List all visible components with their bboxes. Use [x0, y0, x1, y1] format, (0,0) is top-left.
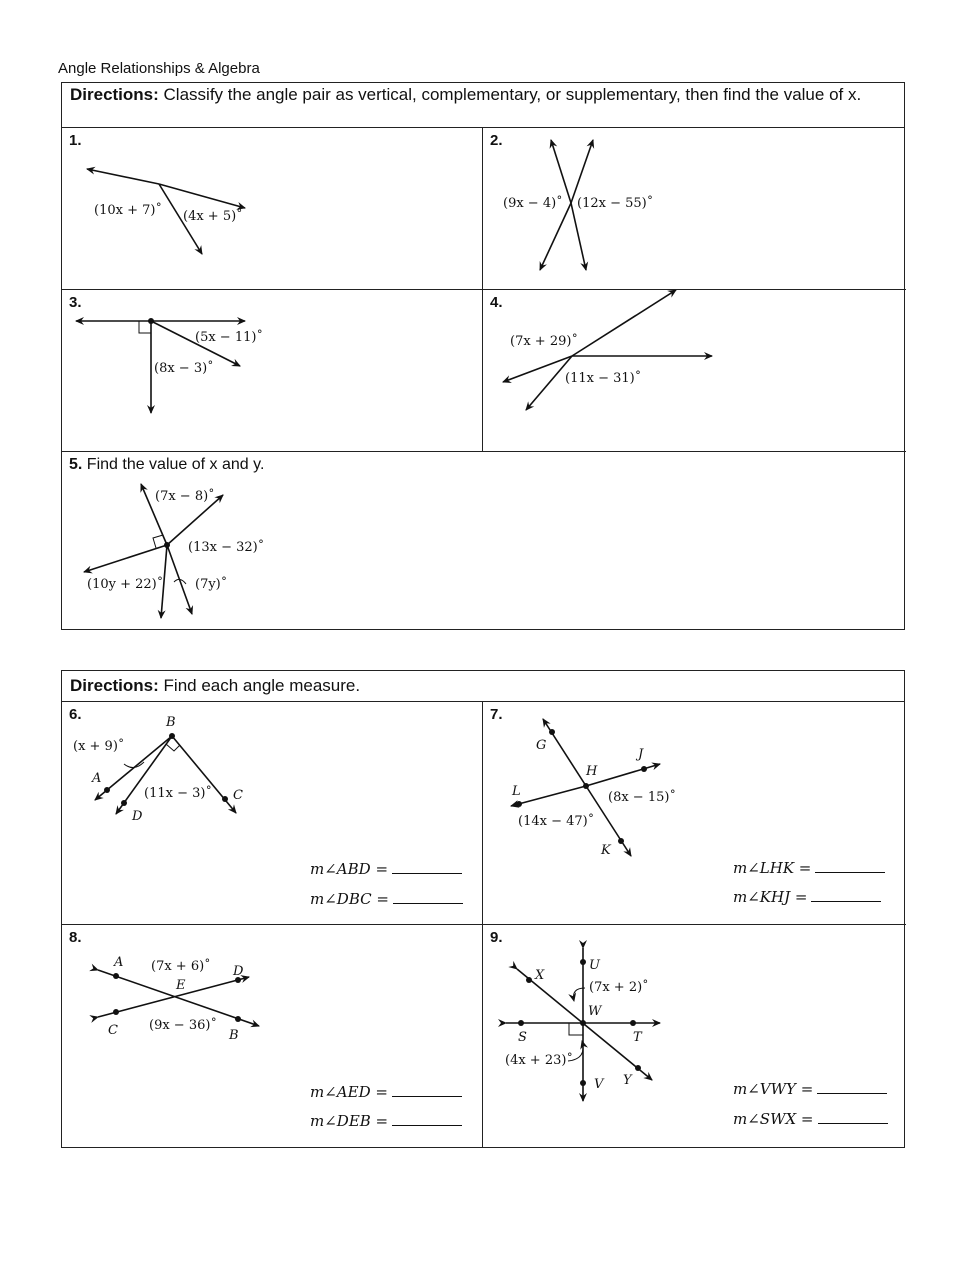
angle-label: (7x + 2)˚	[589, 980, 649, 995]
point-g	[549, 729, 555, 735]
answer-blank[interactable]	[392, 1084, 462, 1097]
angle-label: (4x + 5)˚	[183, 209, 243, 224]
point-label: V	[594, 1077, 604, 1092]
problem-3	[62, 290, 483, 452]
angle-label: (10x + 7)˚	[94, 203, 162, 218]
answer-line[interactable]	[310, 1083, 462, 1101]
problem-1	[62, 128, 483, 290]
problem-number: 4.	[490, 294, 503, 311]
point-label: U	[589, 958, 600, 973]
point-a	[104, 787, 110, 793]
answer-label: m∠ABD =	[310, 860, 389, 878]
right-angle-mark	[166, 744, 180, 751]
point-j	[641, 766, 647, 772]
answer-label: m∠LHK =	[733, 859, 812, 877]
point-h	[583, 783, 589, 789]
problem-5-diagram	[62, 452, 906, 628]
answer-label: m∠DBC =	[310, 890, 389, 908]
angle-label: (7x + 29)˚	[510, 334, 578, 349]
problem-2	[483, 128, 906, 290]
line-b-bottom	[540, 203, 571, 270]
point-label: L	[512, 784, 521, 799]
problem-number: 1.	[69, 132, 82, 149]
problem-8	[62, 925, 483, 1147]
problem-1-diagram	[62, 128, 483, 290]
directions-text: Classify the angle pair as vertical, complementary, or supplementary, then find the value of x.	[163, 85, 862, 104]
point-label: J	[638, 747, 644, 762]
worksheet-table-1	[61, 82, 905, 630]
point-label: D	[233, 964, 244, 979]
line-a-bottom	[571, 203, 586, 270]
problem-2-diagram	[483, 128, 906, 290]
point-c	[113, 1009, 119, 1015]
point-c	[222, 796, 228, 802]
document-title: Angle Relationships & Algebra	[58, 60, 260, 77]
problem-3-diagram	[62, 290, 483, 452]
problem-9	[483, 925, 906, 1147]
angle-label: (11x − 3)˚	[144, 786, 212, 801]
line-b-top	[571, 140, 593, 203]
line-l	[511, 786, 586, 806]
problem-number: 3.	[69, 294, 82, 311]
point-label: B	[229, 1028, 239, 1043]
angle-label: (4x + 23)˚	[505, 1053, 573, 1068]
point-s	[518, 1020, 524, 1026]
problem-text: Find the value of x and y.	[86, 456, 265, 473]
point-label: X	[535, 968, 545, 983]
answer-blank[interactable]	[815, 860, 885, 873]
angle-label: (9x − 36)˚	[149, 1018, 217, 1033]
point-u	[580, 959, 586, 965]
answer-line[interactable]	[733, 1080, 887, 1098]
directions-2	[62, 671, 904, 702]
angle-label: (10y + 22)˚	[87, 577, 164, 592]
angle-label: (12x − 55)˚	[577, 196, 654, 211]
angle-label: (7x + 6)˚	[151, 959, 211, 974]
point-label: D	[132, 809, 143, 824]
point-t	[630, 1020, 636, 1026]
line-up	[572, 290, 676, 356]
point-label: E	[176, 978, 186, 993]
answer-blank[interactable]	[392, 861, 462, 874]
angle-label: (13x − 32)˚	[188, 540, 265, 555]
answer-blank[interactable]	[393, 891, 463, 904]
answer-label: m∠DEB =	[310, 1112, 389, 1130]
problem-number: 6.	[69, 706, 82, 723]
problem-4	[483, 290, 906, 452]
directions-1	[62, 83, 904, 128]
answer-label: m∠VWY =	[733, 1080, 814, 1098]
vertex-point	[164, 542, 170, 548]
angle-label: (7x − 8)˚	[155, 489, 215, 504]
angle-label: (9x − 4)˚	[503, 196, 563, 211]
point-label: B	[166, 715, 176, 730]
point-label: Y	[623, 1073, 632, 1088]
answer-blank[interactable]	[392, 1113, 462, 1126]
angle-label: (14x − 47)˚	[518, 814, 595, 829]
problem-number: 8.	[69, 929, 82, 946]
point-b	[169, 733, 175, 739]
point-label: A	[114, 955, 124, 970]
point-label: C	[108, 1023, 118, 1038]
answer-blank[interactable]	[817, 1081, 887, 1094]
directions-label: Directions:	[70, 676, 159, 695]
answer-label: m∠AED =	[310, 1083, 388, 1101]
worksheet-table-2	[61, 670, 905, 1148]
answer-line[interactable]	[310, 860, 462, 878]
angle-label: (8x − 3)˚	[154, 361, 214, 376]
answer-label: m∠SWX =	[733, 1110, 814, 1128]
answer-blank[interactable]	[818, 1111, 888, 1124]
point-label: K	[601, 843, 611, 858]
angle-label: (5x − 11)˚	[195, 330, 263, 345]
line-g	[543, 719, 586, 786]
point-label: G	[536, 738, 547, 753]
problem-number: 7.	[490, 706, 503, 723]
answer-blank[interactable]	[811, 889, 881, 902]
point-label: C	[233, 788, 243, 803]
point-k	[618, 838, 624, 844]
angle-label: (7y)˚	[195, 577, 228, 592]
problem-5	[62, 452, 906, 628]
ray-left	[84, 545, 167, 572]
point-label: T	[633, 1030, 642, 1045]
point-l	[516, 801, 522, 807]
point-y	[635, 1065, 641, 1071]
problem-4-diagram	[483, 290, 906, 452]
point-label: S	[518, 1030, 527, 1045]
point-b	[235, 1016, 241, 1022]
point-label: W	[588, 1004, 602, 1019]
answer-line[interactable]	[310, 890, 463, 908]
answer-line[interactable]	[733, 859, 885, 877]
ray-left	[87, 169, 159, 184]
point-w	[580, 1020, 586, 1026]
angle-label: (11x − 31)˚	[565, 371, 642, 386]
line-a-top	[551, 140, 571, 203]
directions-text: Find each angle measure.	[163, 676, 361, 695]
point-label: A	[92, 771, 102, 786]
answer-label: m∠KHJ =	[733, 888, 808, 906]
point-d	[121, 800, 127, 806]
problem-7	[483, 702, 906, 925]
angle-label: (x + 9)˚	[73, 739, 125, 754]
point-x	[526, 977, 532, 983]
problem-number: 9.	[490, 929, 503, 946]
answer-line[interactable]	[733, 888, 881, 906]
point-v	[580, 1080, 586, 1086]
answer-line[interactable]	[733, 1110, 888, 1128]
line-cd	[98, 977, 249, 1017]
point-label: H	[586, 764, 598, 779]
angle-label: (8x − 15)˚	[608, 790, 676, 805]
answer-line[interactable]	[310, 1112, 462, 1130]
vertex-point	[148, 318, 154, 324]
problem-6	[62, 702, 483, 925]
directions-label: Directions:	[70, 85, 159, 104]
point-a	[113, 973, 119, 979]
problem-number: 5.	[69, 456, 83, 473]
problem-number: 2.	[490, 132, 503, 149]
